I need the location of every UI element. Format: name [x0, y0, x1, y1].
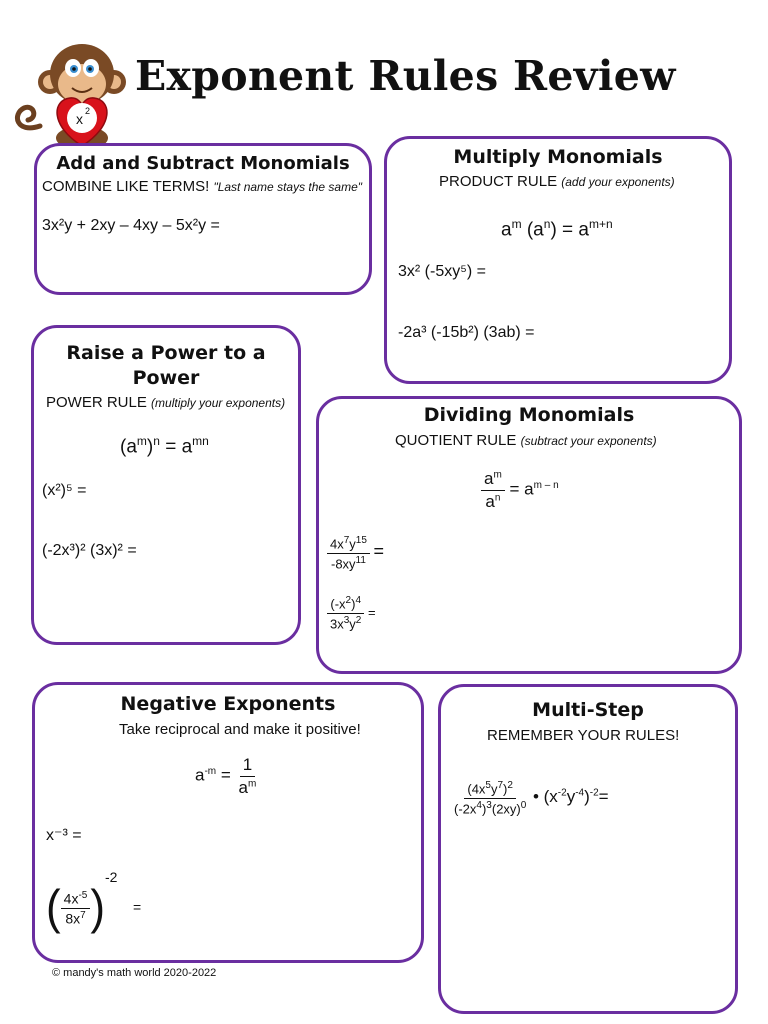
- multistep-heading: Multi-Step: [532, 699, 644, 721]
- product-rule-formula: $a^m$ $(a^n) = a^{m+n}$: [501, 217, 613, 241]
- add-subtract-rule: [42, 178, 362, 195]
- negative-problem-2: ( $\frac{4x^{-5}}{8x^7}$ )$^{-2}$ =: [46, 869, 142, 935]
- add-subtract-rule-label: COMBINE LIKE TERMS!: [42, 178, 210, 195]
- power-card: [31, 325, 301, 645]
- negative-heading: Negative Exponents: [120, 693, 336, 715]
- divide-problem-2-equals: =: [367, 605, 376, 621]
- multistep-card: [438, 684, 738, 1014]
- multistep-rule: REMEMBER YOUR RULES!: [487, 727, 680, 744]
- copyright-text: © mandy's math world 2020-2022: [52, 967, 217, 979]
- multiply-card: [384, 136, 732, 384]
- negative-card: [32, 682, 424, 963]
- power-rule-label: POWER RULE: [46, 394, 147, 411]
- multiply-heading: Multiply Monomials: [453, 146, 663, 168]
- power-rule-note: (multiply your exponents): [151, 396, 286, 410]
- logo-text: x: [76, 111, 83, 127]
- monkey-logo: [10, 34, 138, 152]
- multiply-problem-1: 3x² (-5xy⁵) =: [398, 263, 486, 280]
- power-problem-2: (-2x³)² (3x)² =: [42, 542, 137, 559]
- multistep-problem: $\frac{(4x^5y^7)^2}{(-2x^4)^3(2xy)^0}$ • $(x^{-2}y^{-4})^{-2}=$: [454, 780, 609, 817]
- negative-rule: Take reciprocal and make it positive!: [119, 721, 361, 738]
- power-problem-1: (x²)⁵ =: [42, 482, 87, 499]
- negative-problem-1: x⁻³ =: [46, 827, 82, 844]
- multiply-rule-label: PRODUCT RULE: [439, 173, 558, 190]
- multiply-rule: [439, 173, 675, 190]
- power-heading: Raise a Power to a Power: [66, 342, 266, 389]
- negative-rule-formula: $a^{-m}$ = $\frac{1}{a^m}$: [195, 755, 257, 797]
- page-title: Exponent Rules Review: [135, 52, 676, 100]
- quotient-rule-formula: $\frac{a^m}{a^n}$ = $a^{m - n}$: [481, 469, 559, 511]
- add-subtract-problem: 3x²y + 2xy – 4xy – 5x²y =: [42, 217, 220, 234]
- power-rule: [46, 394, 285, 411]
- logo-exponent: 2: [85, 106, 91, 116]
- divide-card: [316, 396, 742, 674]
- divide-problem-1: $\frac{4x^7y^{15}}{-8xy^{11}}$ =: [327, 535, 384, 573]
- add-subtract-rule-note: "Last name stays the same": [213, 180, 363, 194]
- multiply-problem-2: -2a³ (-15b²) (3ab) =: [398, 324, 535, 341]
- divide-rule: [395, 432, 657, 449]
- add-subtract-heading: Add and Subtract Monomials: [56, 153, 350, 174]
- divide-rule-label: QUOTIENT RULE: [395, 432, 517, 449]
- multiply-rule-note: (add your exponents): [561, 175, 675, 189]
- power-rule-formula: $(a^m)^n = a^{mn}$: [120, 434, 209, 458]
- divide-heading: Dividing Monomials: [423, 404, 635, 426]
- add-subtract-card: [34, 143, 372, 295]
- divide-rule-note: (subtract your exponents): [520, 434, 657, 448]
- divide-problem-2: $\frac{(-x^2)^4}{3x^3y^2}$ =: [327, 595, 376, 633]
